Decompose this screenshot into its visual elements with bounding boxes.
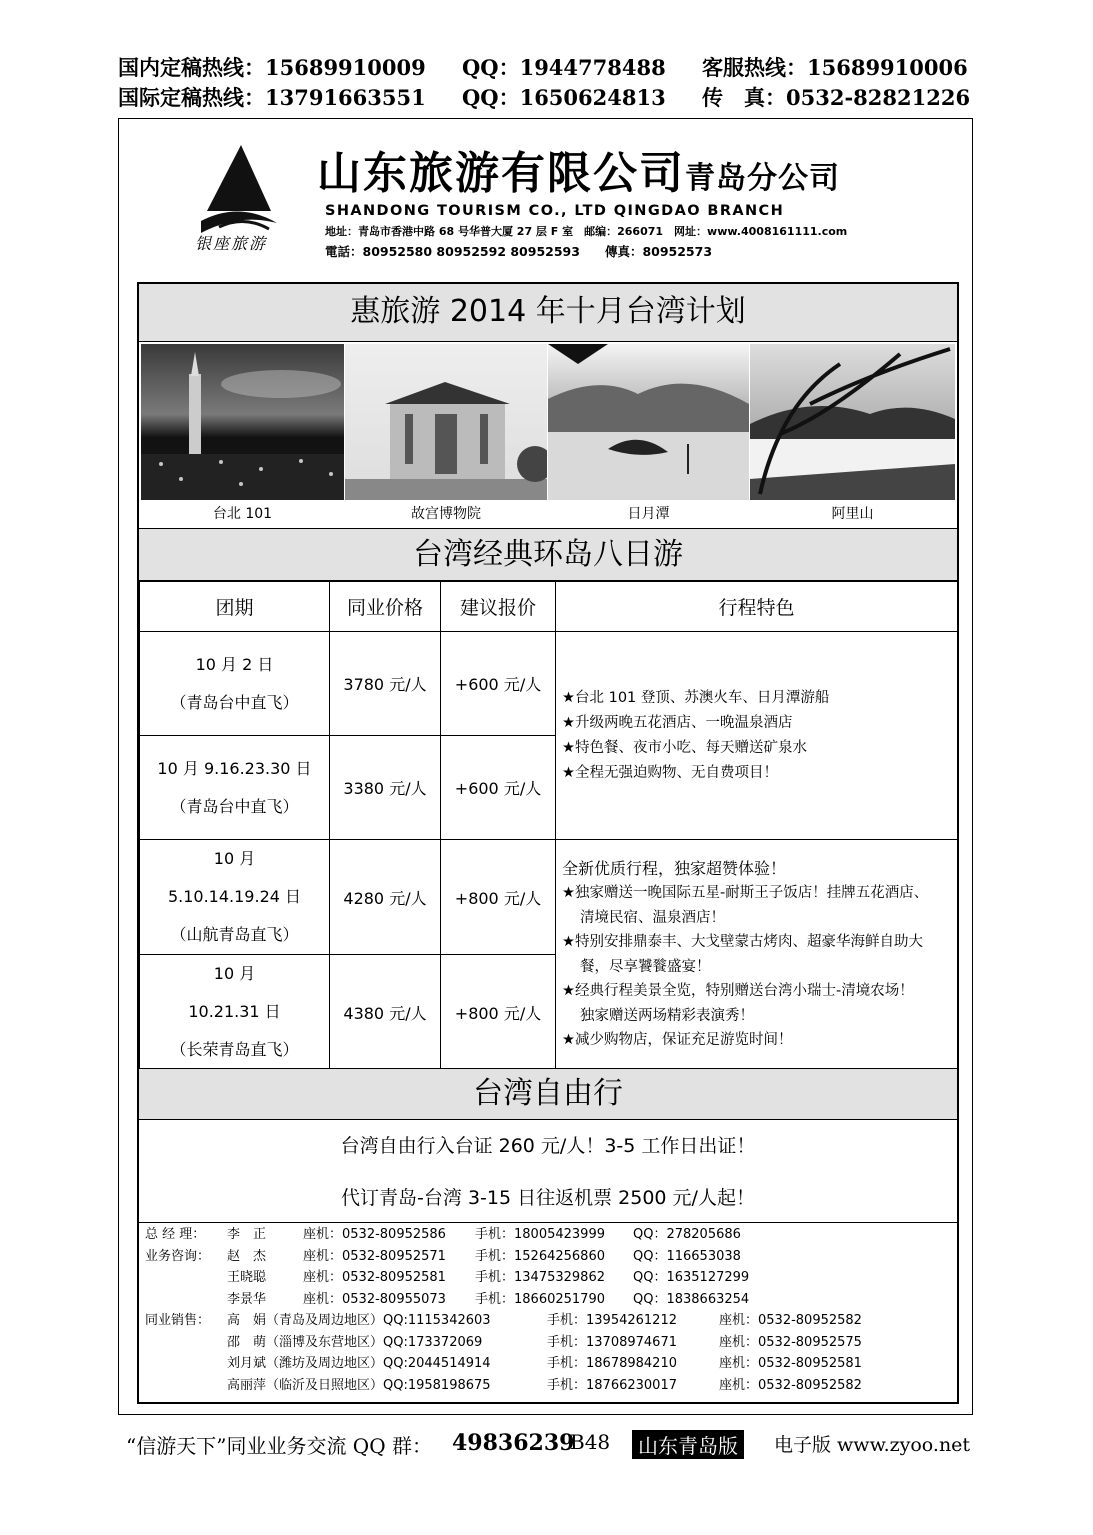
date-text-2: 5.10.14.19.24 日 [167, 887, 302, 906]
suggested-price-cell: +600 元/人 [441, 632, 556, 736]
company-name-en: SHANDONG TOURISM CO., LTD QINGDAO BRANCH [325, 203, 785, 219]
contact-qq: QQ：1838663254 [633, 1291, 750, 1307]
contact-landline: 座机：0532-80952586 [303, 1227, 446, 1242]
peer-price-cell: 3780 元/人 [330, 632, 441, 736]
sales-mobile: 手机：13954261212 [547, 1313, 677, 1328]
date-text-2: 10.21.31 日 [188, 1002, 281, 1021]
contact-mobile: 手机：13475329862 [475, 1270, 605, 1285]
peer-price-cell: 3380 元/人 [330, 736, 441, 840]
feature-item: ★特色餐、夜市小吃、每天赠送矿泉水 [562, 739, 807, 756]
feature-item: ★全程无强迫购物、无自费项目！ [562, 764, 778, 781]
date-cell [140, 632, 330, 736]
photo-sun-moon-lake [548, 344, 749, 500]
free-travel-line-2: 代订青岛-台湾 3-15 日往返机票 2500 元/人起！ [341, 1187, 755, 1209]
contact-qq: QQ：116653038 [633, 1248, 741, 1264]
intl-hotline: 国际定稿热线：13791663551 [118, 85, 426, 110]
suggested-price-cell: +800 元/人 [441, 955, 556, 1070]
contact-name: 赵 杰 [227, 1248, 267, 1264]
contact-qq: QQ：1635127299 [633, 1270, 750, 1285]
company-logo-icon [199, 143, 279, 233]
date-text: 10 月 2 日 [195, 654, 274, 674]
peer-price-cell: 4280 元/人 [330, 840, 441, 955]
company-branch: 青岛分公司 [685, 161, 840, 196]
caption-alishan: 阿里山 [831, 506, 874, 522]
contact-landline: 座机：0532-80952571 [303, 1248, 446, 1264]
photo-palace-museum [345, 344, 547, 500]
date-text: 10 月 [213, 964, 256, 983]
contact-role: 业务咨询： [145, 1248, 211, 1264]
sales-mobile: 手机：18766230017 [547, 1377, 677, 1393]
contact-landline: 座机：0532-80955073 [303, 1291, 446, 1307]
feature-item-cont: 独家赠送两场精彩表演秀！ [580, 1007, 754, 1024]
footer-slogan: “信游天下”同业业务交流 QQ 群： [126, 1434, 432, 1458]
photo-alishan [750, 344, 955, 500]
contact-mobile: 手机：18005423999 [475, 1227, 605, 1242]
table-header-row [140, 581, 958, 632]
alishan-image [750, 344, 955, 500]
domestic-hotline: 国内定稿热线：15689910009 [118, 55, 426, 80]
plan-box [137, 282, 959, 1404]
feature-item: ★经典行程美景全览，特别赠送台湾小瑞士-清境农场！ [562, 983, 914, 999]
service-hotline: 客服热线：15689910006 [702, 55, 968, 80]
sales-landline: 座机：0532-80952575 [719, 1334, 862, 1350]
free-travel-title: 台湾自由行 [139, 1068, 957, 1120]
contact-qq: QQ：278205686 [633, 1227, 741, 1242]
company-phones: 電話：80952580 80952592 80952593 傳真：80952573 [325, 244, 713, 259]
header-date: 团期 [140, 581, 330, 632]
table-row [140, 840, 958, 955]
photo-taipei-101 [141, 344, 344, 500]
contact-mobile: 手机：15264256860 [475, 1248, 605, 1264]
route-text: （青岛台中直飞） [170, 796, 299, 816]
feature-item: ★独家赠送一晚国际五星-耐斯王子饭店！挂牌五花酒店、 [562, 885, 929, 901]
route-text: （青岛台中直飞） [170, 692, 299, 712]
caption-sun-moon-lake: 日月潭 [627, 506, 670, 522]
sales-landline: 座机：0532-80952581 [719, 1356, 862, 1371]
date-cell [140, 955, 330, 1070]
sales-landline: 座机：0532-80952582 [719, 1377, 862, 1393]
caption-palace-museum: 故宫博物院 [411, 506, 481, 522]
palace-museum-image [345, 344, 547, 500]
intl-qq: QQ：1650624813 [462, 85, 666, 110]
tour-title: 台湾经典环岛八日游 [139, 528, 957, 582]
feature-item: ★升级两晚五花酒店、一晚温泉酒店 [562, 714, 793, 731]
contacts-divider [139, 1222, 957, 1223]
sales-landline: 座机：0532-80952582 [719, 1313, 862, 1328]
contact-name: 李景华 [227, 1291, 267, 1307]
sales-mobile: 手机：13708974671 [547, 1334, 677, 1350]
sales-role: 同业销售： [145, 1313, 211, 1328]
route-text: （长荣青岛直飞） [170, 1040, 299, 1059]
contact-mobile: 手机：18660251790 [475, 1291, 605, 1307]
logo-text: 银座旅游 [195, 234, 268, 253]
date-cell [140, 736, 330, 840]
date-text: 10 月 [213, 849, 256, 868]
company-name-cn: 山东旅游有限公司 [317, 148, 685, 199]
feature-item-cont: 清境民宿、温泉酒店！ [580, 909, 725, 926]
contact-name: 李 正 [227, 1227, 267, 1242]
footer-page: B48 [570, 1430, 611, 1454]
table-row [140, 632, 958, 736]
feature-item-cont: 餐，尽享饕餮盛宴！ [580, 958, 711, 975]
contact-role: 总 经 理： [145, 1227, 206, 1242]
suggested-price-cell: +800 元/人 [441, 840, 556, 955]
taipei-101-image [141, 344, 344, 500]
free-travel-info [139, 1120, 957, 1224]
date-text: 10 月 9.16.23.30 日 [157, 758, 312, 778]
company-address: 地址：青岛市香港中路 68 号华普大厦 27 层 F 室 邮编：266071 网址：www.4008161111.com [325, 225, 848, 238]
footer-qq-group: 49836239 [452, 1430, 575, 1456]
sales-name: 刘月斌（潍坊及周边地区）QQ:2044514914 [227, 1356, 491, 1371]
sales-name: 高 娟（青岛及周边地区）QQ:1115342603 [227, 1313, 491, 1328]
header-suggested-price: 建议报价 [441, 581, 556, 632]
feature-item: ★特别安排鼎泰丰、大戈壁蒙古烤肉、超豪华海鲜自助大 [562, 934, 923, 950]
fax-line: 传 真：0532-82821226 [702, 85, 971, 110]
peer-price-cell: 4380 元/人 [330, 955, 441, 1070]
free-travel-line-1: 台湾自由行入台证 260 元/人！3-5 工作日出证！ [340, 1135, 756, 1157]
header-peer-price: 同业价格 [330, 581, 441, 632]
sales-name: 邵 萌（淄博及东营地区）QQ:173372069 [227, 1334, 483, 1350]
sales-mobile: 手机：18678984210 [547, 1356, 677, 1371]
domestic-qq: QQ：1944778488 [462, 55, 666, 80]
features-cell-a [556, 632, 958, 840]
sun-moon-lake-image [548, 344, 749, 500]
sales-name: 高丽萍（临沂及日照地区）QQ:1958198675 [227, 1377, 491, 1393]
contact-landline: 座机：0532-80952581 [303, 1270, 446, 1285]
footer-site[interactable]: 电子版 www.zyoo.net [774, 1434, 971, 1456]
feature-item: ★台北 101 登顶、苏澳火车、日月潭游船 [562, 689, 830, 706]
route-text: （山航青岛直飞） [170, 925, 299, 944]
header-features: 行程特色 [556, 581, 958, 632]
suggested-price-cell: +600 元/人 [441, 736, 556, 840]
company-name [317, 137, 840, 201]
features-cell-b [556, 840, 958, 1070]
feature-intro: 全新优质行程，独家超赞体验！ [562, 858, 787, 878]
contact-name: 王晓聪 [227, 1270, 267, 1285]
date-cell [140, 840, 330, 955]
footer-edition: 山东青岛版 [632, 1430, 744, 1459]
feature-item: ★减少购物店，保证充足游览时间！ [562, 1032, 793, 1048]
caption-taipei-101: 台北 101 [212, 506, 273, 522]
tour-schedule-table [139, 580, 958, 1070]
plan-title: 惠旅游 2014 年十月台湾计划 [139, 284, 957, 342]
